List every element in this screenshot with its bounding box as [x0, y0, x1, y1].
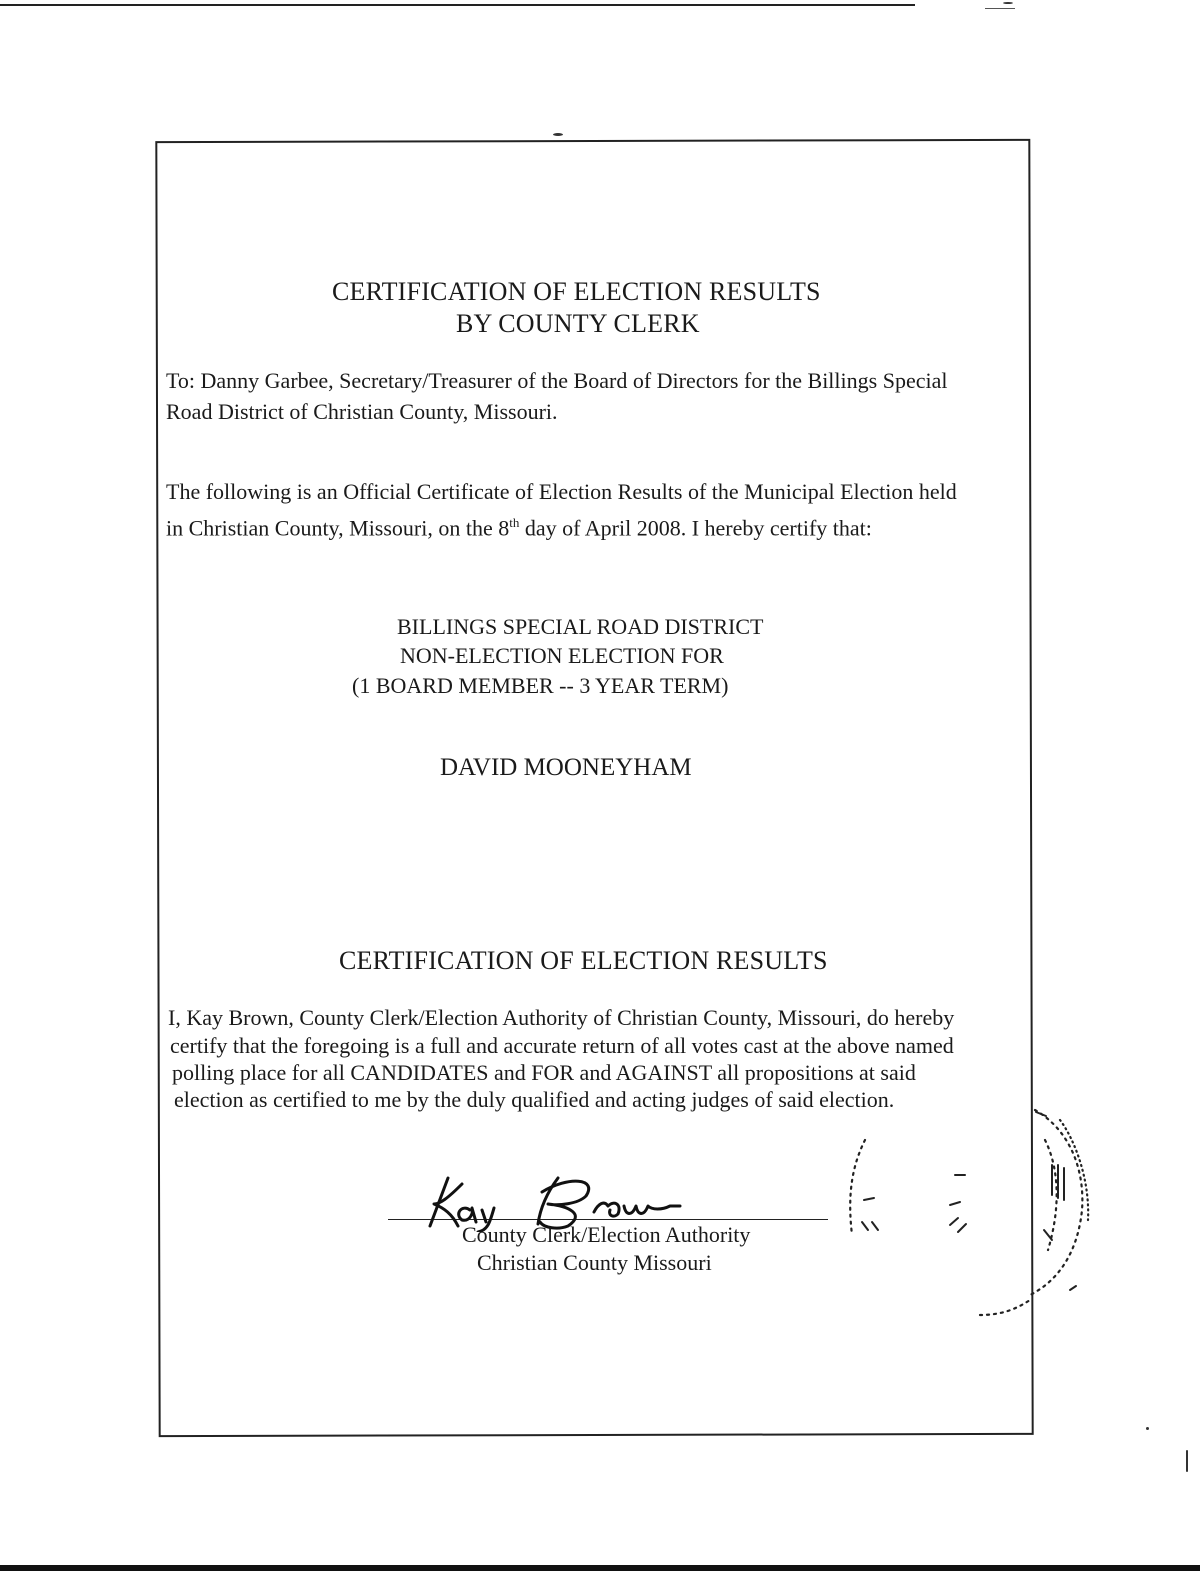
- office-term: (1 BOARD MEMBER -- 3 YEAR TERM): [352, 673, 729, 698]
- scan-speck: [1003, 2, 1013, 4]
- scan-mark: [985, 8, 1015, 9]
- scan-edge-top: [0, 4, 915, 6]
- district-name: BILLINGS SPECIAL ROAD DISTRICT: [397, 614, 764, 639]
- intro-date-text: in Christian County, Missouri, on the 8: [166, 515, 510, 541]
- scan-edge-bottom: [0, 1565, 1200, 1571]
- certification-line: certify that the foregoing is a full and accurate return of all votes cast at the above named: [170, 1033, 954, 1058]
- election-type: NON-ELECTION ELECTION FOR: [400, 643, 724, 668]
- certification-line: polling place for all CANDIDATES and FOR and AGAINST all propositions at said: [172, 1060, 916, 1085]
- signer-location: Christian County Missouri: [477, 1250, 712, 1275]
- intro-date-text: day of April 2008. I hereby certify that:: [519, 515, 872, 541]
- recipient-line: To: Danny Garbee, Secretary/Treasurer of the Board of Directors for the Billings Special: [166, 368, 948, 393]
- scan-speck: [553, 133, 563, 136]
- intro-line: [166, 508, 872, 543]
- certification-line: election as certified to me by the duly qualified and acting judges of said election.: [174, 1087, 895, 1112]
- scan-speck: [1186, 1450, 1188, 1472]
- document-subtitle: BY COUNTY CLERK: [456, 309, 700, 338]
- section-title: CERTIFICATION OF ELECTION RESULTS: [339, 946, 828, 975]
- certification-line: I, Kay Brown, County Clerk/Election Authority of Christian County, Missouri, do hereby: [168, 1005, 955, 1030]
- document-title: CERTIFICATION OF ELECTION RESULTS: [332, 277, 821, 306]
- county-seal-stamp: [820, 1090, 1110, 1330]
- ordinal-suffix: th: [509, 515, 520, 530]
- scan-speck: [1146, 1427, 1149, 1430]
- recipient-line: Road District of Christian County, Missouri.: [166, 399, 558, 424]
- intro-line: The following is an Official Certificate of Election Results of the Municipal Election held: [166, 479, 957, 504]
- signer-title: County Clerk/Election Authority: [462, 1222, 751, 1247]
- candidate-name: DAVID MOONEYHAM: [440, 754, 692, 781]
